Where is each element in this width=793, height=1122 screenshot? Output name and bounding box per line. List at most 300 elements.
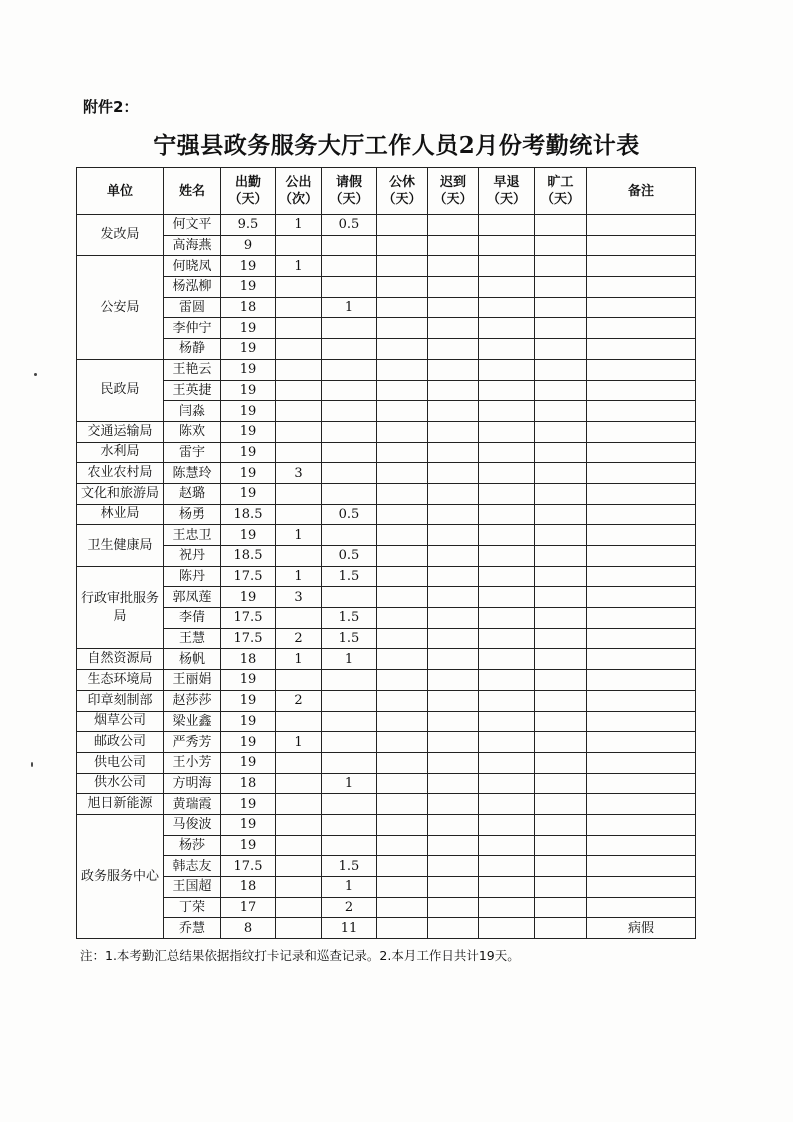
rest-cell bbox=[377, 670, 428, 691]
rest-cell bbox=[377, 277, 428, 298]
name-cell: 严秀芳 bbox=[164, 732, 221, 753]
note-cell bbox=[587, 297, 696, 318]
rest-cell bbox=[377, 215, 428, 236]
attendance-cell: 18 bbox=[221, 649, 276, 670]
business-trip-cell: 3 bbox=[276, 587, 322, 608]
note-cell bbox=[587, 463, 696, 484]
early-leave-cell bbox=[479, 587, 535, 608]
early-leave-cell bbox=[479, 215, 535, 236]
leave-cell bbox=[322, 442, 377, 463]
leave-cell: 0.5 bbox=[322, 215, 377, 236]
leave-cell bbox=[322, 463, 377, 484]
attendance-cell: 19 bbox=[221, 256, 276, 277]
business-trip-cell bbox=[276, 546, 322, 567]
leave-cell: 0.5 bbox=[322, 546, 377, 567]
table-row bbox=[77, 318, 696, 339]
note-cell bbox=[587, 814, 696, 835]
rest-cell bbox=[377, 442, 428, 463]
table-row bbox=[77, 256, 696, 277]
leave-cell: 0.5 bbox=[322, 504, 377, 525]
table-row bbox=[77, 380, 696, 401]
early-leave-cell bbox=[479, 421, 535, 442]
page-title: 宁强县政务服务大厅工作人员2月份考勤统计表 bbox=[153, 132, 640, 159]
business-trip-cell bbox=[276, 235, 322, 256]
note-cell bbox=[587, 732, 696, 753]
attendance-cell: 18.5 bbox=[221, 504, 276, 525]
attendance-cell: 19 bbox=[221, 752, 276, 773]
business-trip-cell: 1 bbox=[276, 566, 322, 587]
note-cell bbox=[587, 442, 696, 463]
late-cell bbox=[428, 608, 479, 629]
unit-cell: 卫生健康局 bbox=[77, 525, 164, 566]
name-cell: 杨勇 bbox=[164, 504, 221, 525]
early-leave-cell bbox=[479, 297, 535, 318]
absent-cell bbox=[535, 525, 587, 546]
column-header: 单位 bbox=[77, 168, 164, 215]
rest-cell bbox=[377, 318, 428, 339]
table-row bbox=[77, 442, 696, 463]
name-cell: 高海燕 bbox=[164, 235, 221, 256]
column-header: 旷工 （天） bbox=[535, 168, 587, 215]
late-cell bbox=[428, 256, 479, 277]
leave-cell: 1.5 bbox=[322, 608, 377, 629]
note-cell bbox=[587, 608, 696, 629]
rest-cell bbox=[377, 877, 428, 898]
early-leave-cell bbox=[479, 359, 535, 380]
leave-cell bbox=[322, 401, 377, 422]
rest-cell bbox=[377, 297, 428, 318]
table-row bbox=[77, 856, 696, 877]
business-trip-cell bbox=[276, 297, 322, 318]
business-trip-cell bbox=[276, 814, 322, 835]
attendance-cell: 17.5 bbox=[221, 856, 276, 877]
rest-cell bbox=[377, 421, 428, 442]
leave-cell bbox=[322, 277, 377, 298]
absent-cell bbox=[535, 256, 587, 277]
late-cell bbox=[428, 525, 479, 546]
name-cell: 王国超 bbox=[164, 877, 221, 898]
unit-cell: 交通运输局 bbox=[77, 421, 164, 442]
early-leave-cell bbox=[479, 752, 535, 773]
early-leave-cell bbox=[479, 318, 535, 339]
business-trip-cell bbox=[276, 277, 322, 298]
name-cell: 方明海 bbox=[164, 773, 221, 794]
early-leave-cell bbox=[479, 690, 535, 711]
table-row bbox=[77, 835, 696, 856]
leave-cell bbox=[322, 690, 377, 711]
leave-cell: 1 bbox=[322, 649, 377, 670]
late-cell bbox=[428, 814, 479, 835]
attendance-cell: 17 bbox=[221, 897, 276, 918]
column-header: 备注 bbox=[587, 168, 696, 215]
attendance-cell: 19 bbox=[221, 814, 276, 835]
leave-cell: 2 bbox=[322, 897, 377, 918]
scan-mark bbox=[31, 762, 33, 767]
attendance-cell: 17.5 bbox=[221, 608, 276, 629]
name-cell: 王忠卫 bbox=[164, 525, 221, 546]
early-leave-cell bbox=[479, 628, 535, 649]
note-cell bbox=[587, 401, 696, 422]
leave-cell: 1 bbox=[322, 297, 377, 318]
late-cell bbox=[428, 504, 479, 525]
attendance-cell: 8 bbox=[221, 918, 276, 939]
early-leave-cell bbox=[479, 380, 535, 401]
business-trip-cell bbox=[276, 773, 322, 794]
table-row bbox=[77, 877, 696, 898]
absent-cell bbox=[535, 918, 587, 939]
leave-cell bbox=[322, 235, 377, 256]
column-header: 迟到 （天） bbox=[428, 168, 479, 215]
early-leave-cell bbox=[479, 711, 535, 732]
rest-cell bbox=[377, 918, 428, 939]
note-cell bbox=[587, 277, 696, 298]
business-trip-cell bbox=[276, 318, 322, 339]
column-header: 公休 （天） bbox=[377, 168, 428, 215]
early-leave-cell bbox=[479, 566, 535, 587]
name-cell: 陈丹 bbox=[164, 566, 221, 587]
unit-cell: 水利局 bbox=[77, 442, 164, 463]
unit-cell: 旭日新能源 bbox=[77, 794, 164, 815]
rest-cell bbox=[377, 339, 428, 360]
business-trip-cell: 1 bbox=[276, 215, 322, 236]
early-leave-cell bbox=[479, 670, 535, 691]
early-leave-cell bbox=[479, 504, 535, 525]
absent-cell bbox=[535, 690, 587, 711]
early-leave-cell bbox=[479, 277, 535, 298]
absent-cell bbox=[535, 649, 587, 670]
rest-cell bbox=[377, 608, 428, 629]
early-leave-cell bbox=[479, 732, 535, 753]
note-cell bbox=[587, 897, 696, 918]
early-leave-cell bbox=[479, 856, 535, 877]
attendance-cell: 19 bbox=[221, 587, 276, 608]
early-leave-cell bbox=[479, 773, 535, 794]
attendance-cell: 18 bbox=[221, 297, 276, 318]
note-cell bbox=[587, 752, 696, 773]
absent-cell bbox=[535, 794, 587, 815]
rest-cell bbox=[377, 649, 428, 670]
note-cell bbox=[587, 690, 696, 711]
attendance-cell: 19 bbox=[221, 670, 276, 691]
name-cell: 郭凤莲 bbox=[164, 587, 221, 608]
early-leave-cell bbox=[479, 401, 535, 422]
leave-cell bbox=[322, 711, 377, 732]
column-header: 早退 （天） bbox=[479, 168, 535, 215]
early-leave-cell bbox=[479, 525, 535, 546]
table-row bbox=[77, 670, 696, 691]
header-row bbox=[77, 168, 696, 215]
late-cell bbox=[428, 628, 479, 649]
early-leave-cell bbox=[479, 339, 535, 360]
attendance-cell: 19 bbox=[221, 318, 276, 339]
name-cell: 丁荣 bbox=[164, 897, 221, 918]
business-trip-cell bbox=[276, 483, 322, 504]
late-cell bbox=[428, 732, 479, 753]
leave-cell: 1.5 bbox=[322, 856, 377, 877]
table-row bbox=[77, 587, 696, 608]
unit-cell: 发改局 bbox=[77, 215, 164, 256]
absent-cell bbox=[535, 504, 587, 525]
unit-cell: 自然资源局 bbox=[77, 649, 164, 670]
late-cell bbox=[428, 835, 479, 856]
note-cell bbox=[587, 359, 696, 380]
late-cell bbox=[428, 587, 479, 608]
note-cell bbox=[587, 546, 696, 567]
late-cell bbox=[428, 546, 479, 567]
unit-cell: 文化和旅游局 bbox=[77, 483, 164, 504]
name-cell: 韩志友 bbox=[164, 856, 221, 877]
name-cell: 乔慧 bbox=[164, 918, 221, 939]
early-leave-cell bbox=[479, 256, 535, 277]
business-trip-cell: 3 bbox=[276, 463, 322, 484]
late-cell bbox=[428, 711, 479, 732]
business-trip-cell bbox=[276, 339, 322, 360]
note-cell bbox=[587, 794, 696, 815]
late-cell bbox=[428, 463, 479, 484]
attendance-cell: 18 bbox=[221, 877, 276, 898]
absent-cell bbox=[535, 752, 587, 773]
late-cell bbox=[428, 215, 479, 236]
note-cell bbox=[587, 711, 696, 732]
rest-cell bbox=[377, 752, 428, 773]
table-row bbox=[77, 628, 696, 649]
late-cell bbox=[428, 277, 479, 298]
absent-cell bbox=[535, 773, 587, 794]
note-cell bbox=[587, 628, 696, 649]
absent-cell bbox=[535, 670, 587, 691]
leave-cell bbox=[322, 670, 377, 691]
attendance-cell: 19 bbox=[221, 483, 276, 504]
attendance-cell: 19 bbox=[221, 277, 276, 298]
leave-cell: 1.5 bbox=[322, 628, 377, 649]
scan-mark bbox=[34, 373, 37, 376]
late-cell bbox=[428, 318, 479, 339]
early-leave-cell bbox=[479, 463, 535, 484]
attendance-cell: 9 bbox=[221, 235, 276, 256]
absent-cell bbox=[535, 235, 587, 256]
table-row bbox=[77, 215, 696, 236]
table-row bbox=[77, 339, 696, 360]
table-row bbox=[77, 897, 696, 918]
note-cell bbox=[587, 318, 696, 339]
business-trip-cell bbox=[276, 794, 322, 815]
rest-cell bbox=[377, 463, 428, 484]
rest-cell bbox=[377, 897, 428, 918]
absent-cell bbox=[535, 608, 587, 629]
rest-cell bbox=[377, 814, 428, 835]
name-cell: 马俊波 bbox=[164, 814, 221, 835]
absent-cell bbox=[535, 566, 587, 587]
attendance-cell: 19 bbox=[221, 794, 276, 815]
rest-cell bbox=[377, 546, 428, 567]
leave-cell bbox=[322, 380, 377, 401]
name-cell: 黄瑞霞 bbox=[164, 794, 221, 815]
column-header: 请假 （天） bbox=[322, 168, 377, 215]
table-row bbox=[77, 235, 696, 256]
absent-cell bbox=[535, 835, 587, 856]
unit-cell: 公安局 bbox=[77, 256, 164, 359]
late-cell bbox=[428, 421, 479, 442]
table-row bbox=[77, 546, 696, 567]
business-trip-cell bbox=[276, 835, 322, 856]
column-header: 公出 （次） bbox=[276, 168, 322, 215]
attendance-cell: 19 bbox=[221, 380, 276, 401]
attendance-cell: 19 bbox=[221, 690, 276, 711]
early-leave-cell bbox=[479, 649, 535, 670]
business-trip-cell bbox=[276, 897, 322, 918]
table-row bbox=[77, 525, 696, 546]
name-cell: 赵莎莎 bbox=[164, 690, 221, 711]
note-cell bbox=[587, 835, 696, 856]
absent-cell bbox=[535, 277, 587, 298]
leave-cell bbox=[322, 256, 377, 277]
late-cell bbox=[428, 794, 479, 815]
table-row bbox=[77, 649, 696, 670]
name-cell: 雷宇 bbox=[164, 442, 221, 463]
late-cell bbox=[428, 401, 479, 422]
absent-cell bbox=[535, 401, 587, 422]
name-cell: 杨帆 bbox=[164, 649, 221, 670]
late-cell bbox=[428, 380, 479, 401]
note-cell bbox=[587, 525, 696, 546]
late-cell bbox=[428, 918, 479, 939]
table-row bbox=[77, 504, 696, 525]
leave-cell: 1 bbox=[322, 877, 377, 898]
business-trip-cell: 2 bbox=[276, 690, 322, 711]
table-row bbox=[77, 794, 696, 815]
late-cell bbox=[428, 235, 479, 256]
unit-cell: 农业农村局 bbox=[77, 463, 164, 484]
note-cell bbox=[587, 670, 696, 691]
unit-cell: 民政局 bbox=[77, 359, 164, 421]
table-row bbox=[77, 359, 696, 380]
rest-cell bbox=[377, 483, 428, 504]
leave-cell bbox=[322, 318, 377, 339]
name-cell: 杨静 bbox=[164, 339, 221, 360]
rest-cell bbox=[377, 359, 428, 380]
absent-cell bbox=[535, 732, 587, 753]
early-leave-cell bbox=[479, 794, 535, 815]
absent-cell bbox=[535, 380, 587, 401]
late-cell bbox=[428, 897, 479, 918]
table-row bbox=[77, 483, 696, 504]
late-cell bbox=[428, 359, 479, 380]
late-cell bbox=[428, 690, 479, 711]
table-row bbox=[77, 711, 696, 732]
late-cell bbox=[428, 483, 479, 504]
late-cell bbox=[428, 752, 479, 773]
business-trip-cell bbox=[276, 752, 322, 773]
unit-cell: 供电公司 bbox=[77, 752, 164, 773]
attendance-cell: 19 bbox=[221, 421, 276, 442]
leave-cell: 1.5 bbox=[322, 566, 377, 587]
leave-cell: 1 bbox=[322, 773, 377, 794]
business-trip-cell bbox=[276, 442, 322, 463]
leave-cell bbox=[322, 752, 377, 773]
absent-cell bbox=[535, 215, 587, 236]
table-row bbox=[77, 752, 696, 773]
business-trip-cell bbox=[276, 359, 322, 380]
business-trip-cell bbox=[276, 380, 322, 401]
attendance-cell: 18 bbox=[221, 773, 276, 794]
leave-cell bbox=[322, 794, 377, 815]
name-cell: 何文平 bbox=[164, 215, 221, 236]
rest-cell bbox=[377, 628, 428, 649]
note-cell bbox=[587, 256, 696, 277]
note-cell bbox=[587, 856, 696, 877]
late-cell bbox=[428, 339, 479, 360]
business-trip-cell: 2 bbox=[276, 628, 322, 649]
late-cell bbox=[428, 649, 479, 670]
early-leave-cell bbox=[479, 235, 535, 256]
early-leave-cell bbox=[479, 442, 535, 463]
attendance-cell: 19 bbox=[221, 711, 276, 732]
business-trip-cell: 1 bbox=[276, 649, 322, 670]
name-cell: 陈慧玲 bbox=[164, 463, 221, 484]
absent-cell bbox=[535, 463, 587, 484]
table-row bbox=[77, 918, 696, 939]
note-cell bbox=[587, 504, 696, 525]
attachment-label: 附件2： bbox=[83, 98, 139, 116]
name-cell: 李倩 bbox=[164, 608, 221, 629]
name-cell: 王英捷 bbox=[164, 380, 221, 401]
absent-cell bbox=[535, 711, 587, 732]
early-leave-cell bbox=[479, 897, 535, 918]
note-cell bbox=[587, 587, 696, 608]
leave-cell bbox=[322, 359, 377, 380]
rest-cell bbox=[377, 256, 428, 277]
name-cell: 李仲宁 bbox=[164, 318, 221, 339]
attendance-cell: 19 bbox=[221, 525, 276, 546]
leave-cell bbox=[322, 525, 377, 546]
business-trip-cell bbox=[276, 918, 322, 939]
early-leave-cell bbox=[479, 483, 535, 504]
unit-cell: 林业局 bbox=[77, 504, 164, 525]
column-header: 出勤 （天） bbox=[221, 168, 276, 215]
unit-cell: 印章刻制部 bbox=[77, 690, 164, 711]
absent-cell bbox=[535, 628, 587, 649]
table-row bbox=[77, 463, 696, 484]
late-cell bbox=[428, 856, 479, 877]
note-cell bbox=[587, 235, 696, 256]
business-trip-cell bbox=[276, 670, 322, 691]
absent-cell bbox=[535, 546, 587, 567]
attendance-table bbox=[76, 167, 696, 939]
early-leave-cell bbox=[479, 877, 535, 898]
leave-cell: 11 bbox=[322, 918, 377, 939]
leave-cell bbox=[322, 421, 377, 442]
note-cell bbox=[587, 649, 696, 670]
rest-cell bbox=[377, 732, 428, 753]
note-cell bbox=[587, 566, 696, 587]
name-cell: 陈欢 bbox=[164, 421, 221, 442]
leave-cell bbox=[322, 587, 377, 608]
early-leave-cell bbox=[479, 814, 535, 835]
name-cell: 王丽娟 bbox=[164, 670, 221, 691]
absent-cell bbox=[535, 442, 587, 463]
note-cell bbox=[587, 215, 696, 236]
name-cell: 王艳云 bbox=[164, 359, 221, 380]
unit-cell: 行政审批服务局 bbox=[77, 566, 164, 649]
rest-cell bbox=[377, 235, 428, 256]
name-cell: 梁业鑫 bbox=[164, 711, 221, 732]
table-row bbox=[77, 297, 696, 318]
early-leave-cell bbox=[479, 835, 535, 856]
absent-cell bbox=[535, 587, 587, 608]
absent-cell bbox=[535, 856, 587, 877]
business-trip-cell: 1 bbox=[276, 525, 322, 546]
note-cell bbox=[587, 773, 696, 794]
